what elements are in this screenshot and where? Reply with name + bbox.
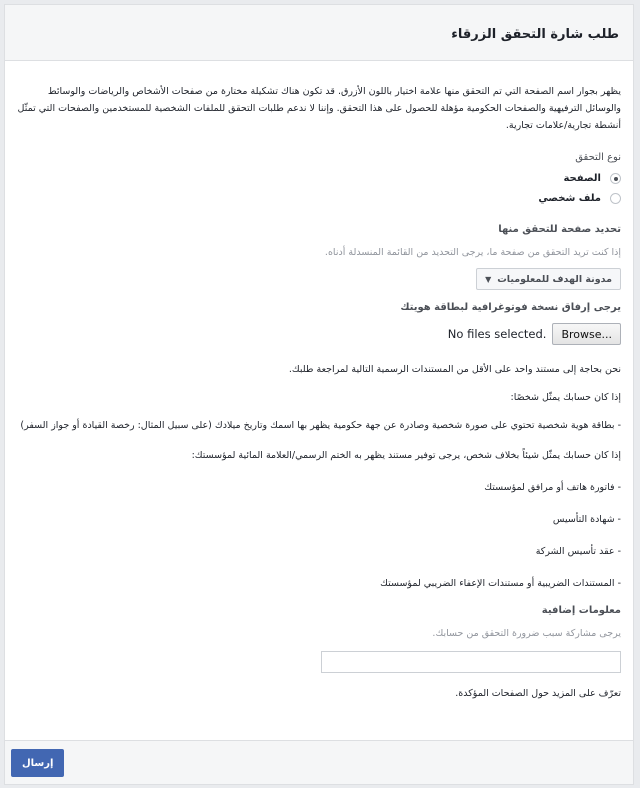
- page-select-hint: إذا كنت تريد التحقق من صفحة ما، يرجى التحديد من القائمة المنسدلة أدناه.: [324, 247, 621, 258]
- upload-label: يرجى إرفاق نسخة فوتوغرافية لبطاقة هويتك: [400, 302, 621, 313]
- form-footer: [5, 740, 633, 784]
- docs-org-heading: إذا كان حسابك يمثّل شيئاً بخلاف شخص، يرجى توفير مستند يظهر به الختم الرسمي/العلامة المائية لمؤسستك:: [191, 450, 621, 461]
- file-input[interactable]: [17, 323, 621, 345]
- additional-info-hint: يرجى مشاركة سبب ضرورة التحقق من حسابك.: [432, 628, 621, 639]
- form-content: [5, 61, 633, 701]
- dropdown-selected: مدونة الهدف للمعلوميات: [497, 273, 612, 285]
- radio-button-checked[interactable]: [610, 173, 621, 184]
- page-title: طلب شارة التحقق الزرقاء: [451, 27, 619, 42]
- docs-org-item: - فاتورة هاتف أو مرافق لمؤسستك: [484, 482, 621, 493]
- docs-org-item: - المستندات الضريبية أو مستندات الإعفاء الضريبي لمؤسستك: [380, 578, 621, 589]
- radio-label-profile: ملف شخصي: [538, 193, 601, 204]
- learn-more-link[interactable]: تعرّف على المزيد حول الصفحات المؤكدة.: [455, 688, 621, 699]
- verification-type-label: نوع التحقق: [575, 152, 621, 163]
- docs-person-item: - بطاقة هوية شخصية تحتوي على صورة شخصية وصادرة عن جهة حكومية يظهر بها اسمك وتاريخ ميلادك (على سبيل المثال: رخصة القيادة أو جواز السفر): [20, 420, 621, 431]
- docs-person-heading: إذا كان حسابك يمثّل شخصًا:: [510, 392, 621, 403]
- submit-button[interactable]: إرسال: [11, 749, 64, 777]
- docs-org-item: - شهادة التأسيس: [552, 514, 621, 525]
- panel-header: [5, 5, 633, 61]
- page-dropdown[interactable]: [476, 268, 621, 290]
- browse-button[interactable]: Browse...: [552, 323, 621, 345]
- radio-button[interactable]: [610, 193, 621, 204]
- additional-info-label: معلومات إضافية: [541, 605, 621, 616]
- docs-needed-text: نحن بحاجة إلى مستند واحد على الأقل من المستندات الرسمية التالية لمراجعة طلبك.: [288, 364, 621, 375]
- caret-down-icon: ▼: [485, 274, 492, 284]
- docs-org-item: - عقد تأسيس الشركة: [535, 546, 621, 557]
- intro-text: يظهر بجوار اسم الصفحة التي تم التحقق منها علامة اختيار باللون الأزرق. قد تكون هناك تشكيلة مختارة من صفحات الأشخاص والرياضات والوسائط والوسائل الترفيهية والصفحات الحكومية مؤهلة للحصول على هذا التحقق. وإننا لا ندعم طلبات التحقق للملفات الشخصية للمستخدمين والصفحات التي تمثّل أنشطة تجارية/علامات تجارية.: [17, 86, 621, 131]
- radio-label-page: الصفحة: [563, 173, 601, 184]
- radio-option-page[interactable]: [17, 173, 621, 184]
- additional-info-input[interactable]: [321, 651, 621, 673]
- verification-panel: [4, 4, 634, 785]
- radio-option-profile[interactable]: [17, 193, 621, 204]
- page-select-label: تحديد صفحة للتحقق منها: [498, 224, 621, 235]
- file-status: No files selected.: [447, 327, 547, 341]
